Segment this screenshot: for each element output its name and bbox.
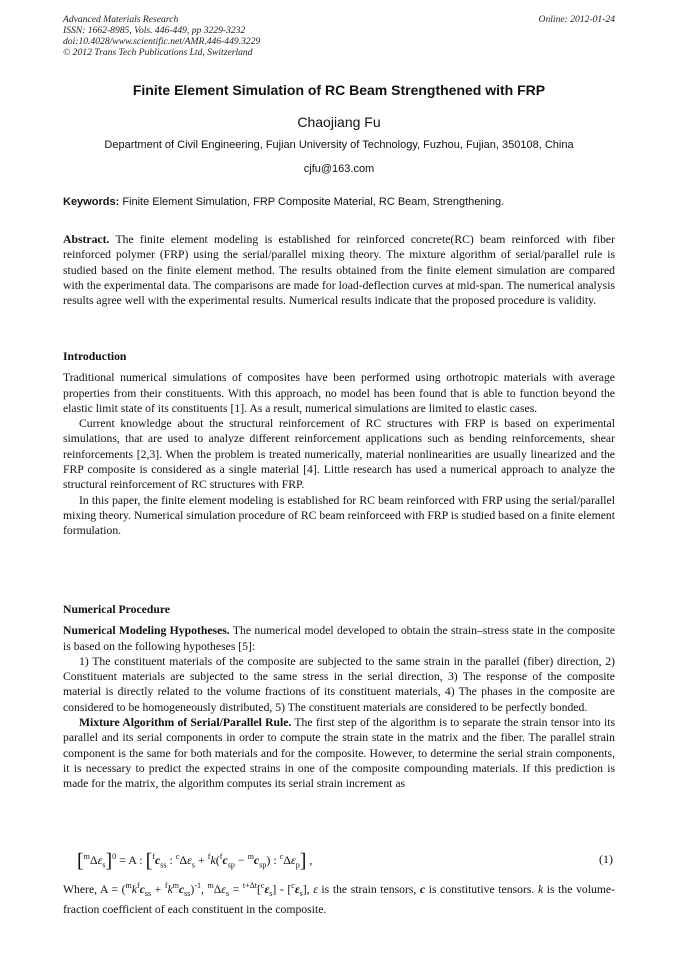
numerical-procedure-heading: Numerical Procedure — [63, 603, 170, 616]
keywords-label: Keywords: — [63, 196, 120, 208]
author-name: Chaojiang Fu — [297, 114, 381, 130]
journal-header — [63, 15, 615, 59]
intro-paragraph-1: Traditional numerical simulations of composites have been performed using orthotropic materials with average properties from their constituents. With this approach, no model has been found that is able to function beyond the elastic limit state of its constituents [1]. As a result, numerical simulations are limited to elastic cases. — [63, 371, 615, 415]
hypotheses-list: 1) The constituent materials of the composite are subjected to the same strain in the parallel (fiber) direction, 2) Constituent materials are subjected to the same stress in the serial direction, 3) The response of the composite material is directly related to the volume fractions of its constituent materials, 4) The phases in the composite are considered to be homogeneously distributed, 5) The constituent materials are considered to be perfectly bonded. — [63, 654, 615, 714]
equation-1 — [63, 850, 615, 872]
introduction-heading: Introduction — [63, 350, 127, 363]
abstract-label: Abstract. — [63, 233, 110, 246]
equation-explanation: Where, $A = (^mk^fc_{ss} + ^fk^mc_{ss})^{-1}$, $^m\Delta\varepsilon_s = ^{t+\Delta t}[^c\varepsilon_s] - [^c\varepsilon_s]$, ε is the strain tensors, c is constitutive tensors. k is the volume-fraction coefficient of each constituent in the composite. — [63, 881, 616, 916]
mixture-algorithm-text: The first step of the algorithm is to separate the strain tensor into its parallel and its serial components in order to compute the strain state in the matrix and the fiber. The parallel strain component is the same for both materials and for the composite. However, to determine the serial strain components, it is necessary to predict the expected strains in one of the composite compounding materials. If this prediction is made for the matrix, the algorithm computes its serial strain increment as — [63, 716, 616, 791]
online-date: Online: 2012-01-24 — [538, 14, 615, 25]
where-part-3: is constitutive tensors. — [425, 882, 538, 896]
intro-paragraph-2: Current knowledge about the structural reinforcement of RC structures with FRP is based on experimental simulations, that are used to analyze different reinforcement applications such as bending reinforcements, shear reinforcements [2,3]. When the problem is treated numerically, material nonlinearities are usually linearized and the FRP composite is considered as a single material [4]. Little research has used a numerical approach to analyze the structural reinforcement of RC structures with FRP. — [63, 417, 615, 492]
keywords — [63, 196, 615, 208]
paper-title: Finite Element Simulation of RC Beam Strengthened with FRP — [132, 82, 546, 98]
mixture-algorithm-label: Mixture Algorithm of Serial/Parallel Rule. — [79, 716, 292, 730]
introduction-section — [63, 349, 615, 539]
author-affiliation: Department of Civil Engineering, Fujian University of Technology, Fuzhou, Fujian, 350108, China — [104, 139, 574, 151]
abstract-section — [63, 232, 615, 308]
keywords-text: Finite Element Simulation, FRP Composite Material, RC Beam, Strengthening. — [122, 196, 505, 208]
mixture-algorithm-paragraph — [63, 715, 615, 791]
hypotheses-label: Numerical Modeling Hypotheses. — [63, 624, 230, 638]
intro-paragraph-3: In this paper, the finite element modeling is established for RC beam reinforced with FRP using the serial/parallel mixing theory. Numerical simulation procedure of RC beam reinforceed with FRP is studied based on a finite element formulation. — [63, 493, 615, 538]
where-part-2: is the strain tensors, — [317, 882, 420, 896]
copyright-line: © 2012 Trans Tech Publications Ltd, Switzerland — [63, 46, 253, 58]
numerical-procedure-section — [63, 602, 615, 792]
hypotheses-paragraph — [63, 623, 615, 654]
hypotheses-text: The numerical model developed to obtain the strain–stress state in the composite is based on the following hypotheses [5]: — [63, 624, 615, 653]
issn-line: ISSN: 1662-8985, Vols. 446-449, pp 3229-3232 — [63, 24, 246, 36]
abstract-text: The finite element modeling is established for reinforced concrete(RC) beam reinforced with fiber reinforced polymer (FRP) using the serial/parallel mixing theory. The mixture algorithm of serial/parallel rule is studied based on the finite element method. The results obtained from the finite element simulation are compared with the experimental data. The comparisons are made for load-deflection curves at mid-span. The numerical analysis results agree well with the experimental results. Numerical results indicate that the proposed procedure is validity. — [63, 233, 615, 308]
where-lead: Where, A = ( — [63, 882, 126, 896]
journal-name: Advanced Materials Research — [63, 14, 179, 25]
author-email: cjfu@163.com — [303, 163, 375, 175]
where-part-4: is the volume-fraction coefficient of each constituent in the composite. — [63, 882, 616, 916]
doi-line: doi:10.4028/www.scientific.net/AMR.446-449.3229 — [63, 35, 261, 47]
equation-number: (1) — [599, 852, 613, 866]
equation-formula: $[^m\Delta\varepsilon_s]^0 = A$ : [$^fc_{ss}$ : $^c\Delta\varepsilon_s + ^fk(^fc_{sp} - ^mc_{sp})$ : $^c\Delta\varepsilon_p$] , — [77, 850, 313, 872]
